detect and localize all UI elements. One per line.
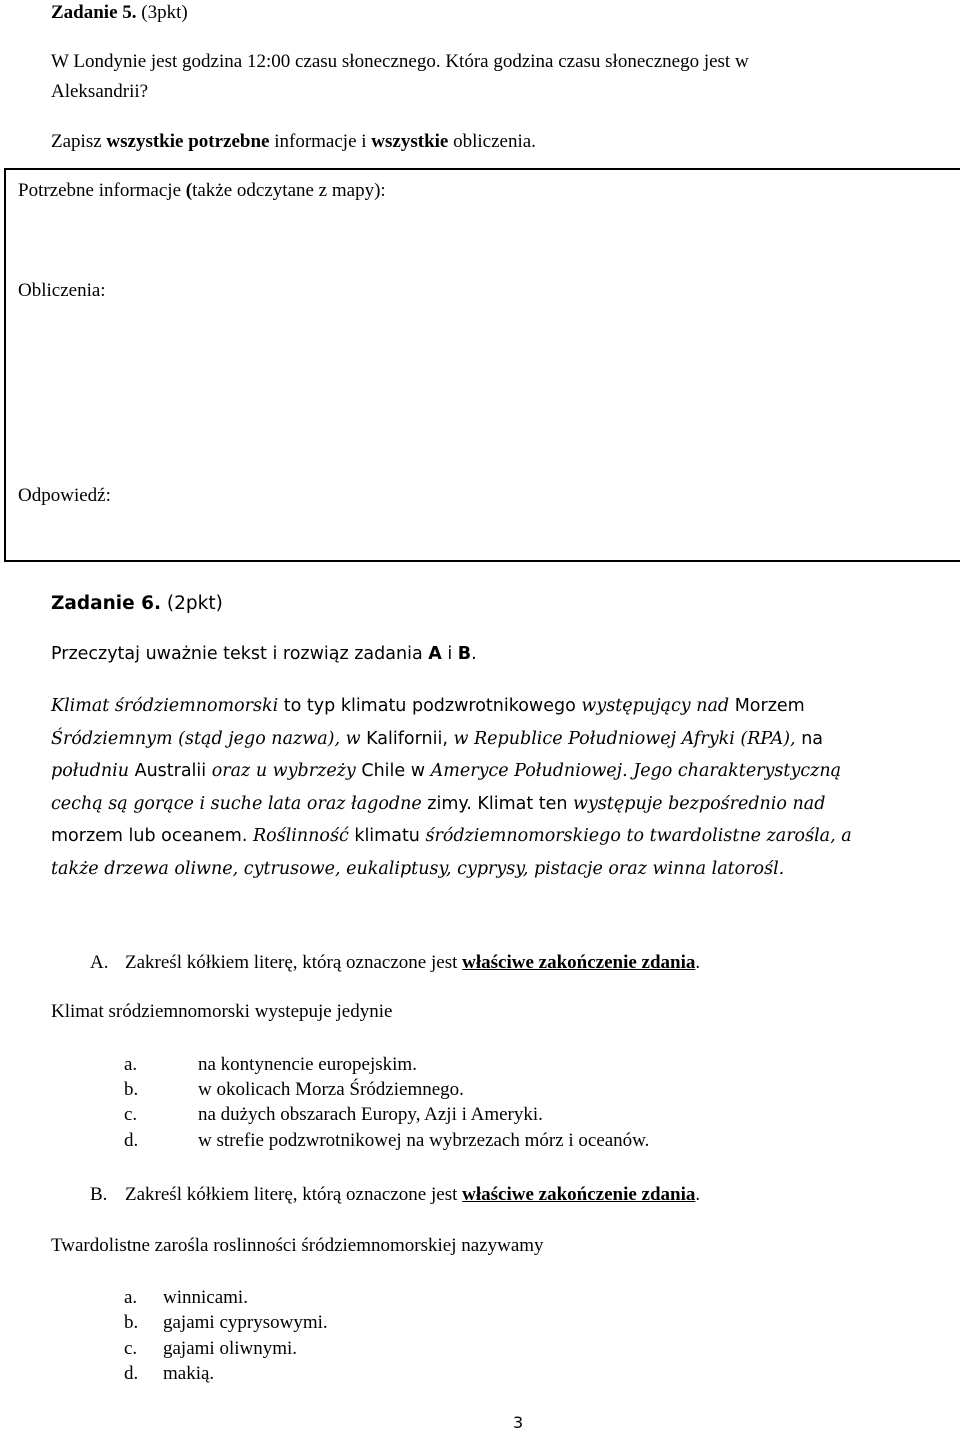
- option-a-text: winnicami.: [163, 1287, 248, 1308]
- task5-instruction-part: Zapisz: [51, 131, 107, 152]
- page-number: 3: [513, 1413, 524, 1432]
- task5-title-bold: Zadanie 5.: [51, 2, 137, 23]
- answer-box[interactable]: [4, 168, 960, 562]
- option-d-letter[interactable]: d.: [124, 1130, 139, 1151]
- box-calculations-label: Obliczenia:: [18, 280, 106, 301]
- climate-passage: [51, 690, 960, 886]
- partA-instruction-underlined: właściwe zakończenie zdania: [462, 952, 696, 973]
- passage-italic: południu: [51, 761, 130, 782]
- task6-instruction: [51, 644, 477, 664]
- box-info-part: także odczytane z mapy):: [192, 180, 386, 201]
- passage-line: [51, 755, 960, 788]
- task5-instruction-bold: wszystkie potrzebne: [106, 131, 270, 152]
- task6-title: [51, 593, 223, 614]
- option-b-letter[interactable]: b.: [124, 1079, 139, 1100]
- passage-text: zimy. Klimat ten: [421, 793, 574, 814]
- option-c-letter[interactable]: c.: [124, 1104, 138, 1125]
- task6-instruction-part: .: [471, 644, 477, 664]
- box-info-label: [18, 180, 386, 202]
- option-a-letter[interactable]: a.: [124, 1054, 138, 1075]
- partA-stem: Klimat sródziemnomorski wystepuje jedynie: [51, 1001, 393, 1022]
- task5-title-points: (3pkt): [136, 2, 188, 23]
- passage-italic: śródziemnomorskiego to twardolistne zarośla, a: [425, 826, 852, 847]
- passage-text: to typ klimatu podzwrotnikowego: [278, 696, 582, 716]
- task5-instruction-part: informacje i: [269, 131, 372, 152]
- partA-instruction-part: Zakreśl kółkiem literę, którą oznaczone jest: [125, 952, 463, 973]
- task5-question-line-2: Aleksandrii?: [51, 81, 149, 102]
- option-b-text: gajami cyprysowymi.: [163, 1312, 328, 1333]
- task6-instruction-part: i: [441, 644, 458, 664]
- partA-instruction-part: .: [695, 952, 701, 973]
- box-answer-label: Odpowiedź:: [18, 485, 111, 506]
- task5-question-line-1: W Londynie jest godzina 12:00 czasu słonecznego. Która godzina czasu słonecznego jest w: [51, 51, 749, 72]
- partB-instruction-underlined: właściwe zakończenie zdania: [462, 1184, 696, 1205]
- box-info-bracket: (: [185, 180, 193, 201]
- partB-instruction-part: Zakreśl kółkiem literę, którą oznaczone jest: [125, 1184, 463, 1205]
- passage-text: Morzem: [729, 696, 805, 716]
- option-b-letter[interactable]: b.: [124, 1312, 139, 1333]
- partA-instruction: [125, 952, 700, 974]
- passage-text: morzem lub oceanem.: [51, 826, 253, 847]
- task5-instruction: [51, 131, 536, 153]
- task6-instruction-bold: A: [428, 644, 442, 664]
- passage-italic: Śródziemnym (stąd jego nazwa), w: [51, 728, 361, 749]
- passage-line: [51, 723, 960, 756]
- task5-instruction-part: obliczenia.: [448, 131, 536, 152]
- option-a-letter[interactable]: a.: [124, 1287, 138, 1308]
- passage-text: Australii: [129, 761, 212, 782]
- task5-title: [51, 2, 188, 24]
- passage-italic: cechą są gorące i suche lata oraz łagodne: [51, 793, 422, 814]
- passage-italic: także drzewa oliwne, cytrusowe, eukaliptusy, cyprysy, pistacje oraz winna latorośl.: [51, 858, 785, 879]
- option-d-text: w strefie podzwrotnikowej na wybrzezach mórz i oceanów.: [198, 1130, 650, 1151]
- option-b-text: w okolicach Morza Śródziemnego.: [198, 1079, 464, 1100]
- passage-italic: Ameryce Południowej. Jego charakterystyczną: [430, 761, 842, 782]
- passage-italic: Klimat śródziemnomorski: [51, 696, 279, 716]
- option-d-text: makią.: [163, 1363, 215, 1384]
- option-c-text: gajami oliwnymi.: [163, 1338, 298, 1359]
- partB-stem: Twardolistne zarośla roslinności śródziemnomorskiej nazywamy: [51, 1235, 544, 1256]
- task6-title-points: (2pkt): [161, 593, 223, 614]
- passage-italic: występujący nad: [581, 696, 730, 716]
- passage-text: Kalifornii,: [360, 728, 454, 749]
- option-c-letter[interactable]: c.: [124, 1338, 138, 1359]
- passage-line: [51, 820, 960, 853]
- passage-text: Chile w: [355, 761, 431, 782]
- partB-instruction: [125, 1184, 700, 1206]
- passage-italic: w Republice Południowej Afryki (RPA),: [453, 728, 796, 749]
- option-c-text: na dużych obszarach Europy, Azji i Ameryki.: [198, 1104, 543, 1125]
- passage-italic: Roślinność: [253, 826, 349, 847]
- passage-line: [51, 853, 960, 886]
- passage-text: klimatu: [348, 826, 426, 847]
- option-a-text: na kontynencie europejskim.: [198, 1054, 417, 1075]
- box-info-part: Potrzebne informacje: [18, 180, 186, 201]
- passage-text: na: [795, 728, 824, 749]
- task6-instruction-bold: B: [457, 644, 472, 664]
- partA-letter: A.: [90, 952, 109, 973]
- passage-italic: oraz u wybrzeży: [211, 761, 356, 782]
- passage-line: [51, 690, 960, 723]
- task5-instruction-bold: wszystkie: [371, 131, 449, 152]
- partB-instruction-part: .: [695, 1184, 701, 1205]
- task6-instruction-part: Przeczytaj uważnie tekst i rozwiąz zadania: [51, 644, 429, 664]
- task6-title-bold: Zadanie 6.: [51, 593, 162, 614]
- option-d-letter[interactable]: d.: [124, 1363, 139, 1384]
- passage-italic: występuje bezpośrednio nad: [573, 793, 826, 814]
- passage-line: [51, 788, 960, 821]
- partB-letter: B.: [90, 1184, 108, 1205]
